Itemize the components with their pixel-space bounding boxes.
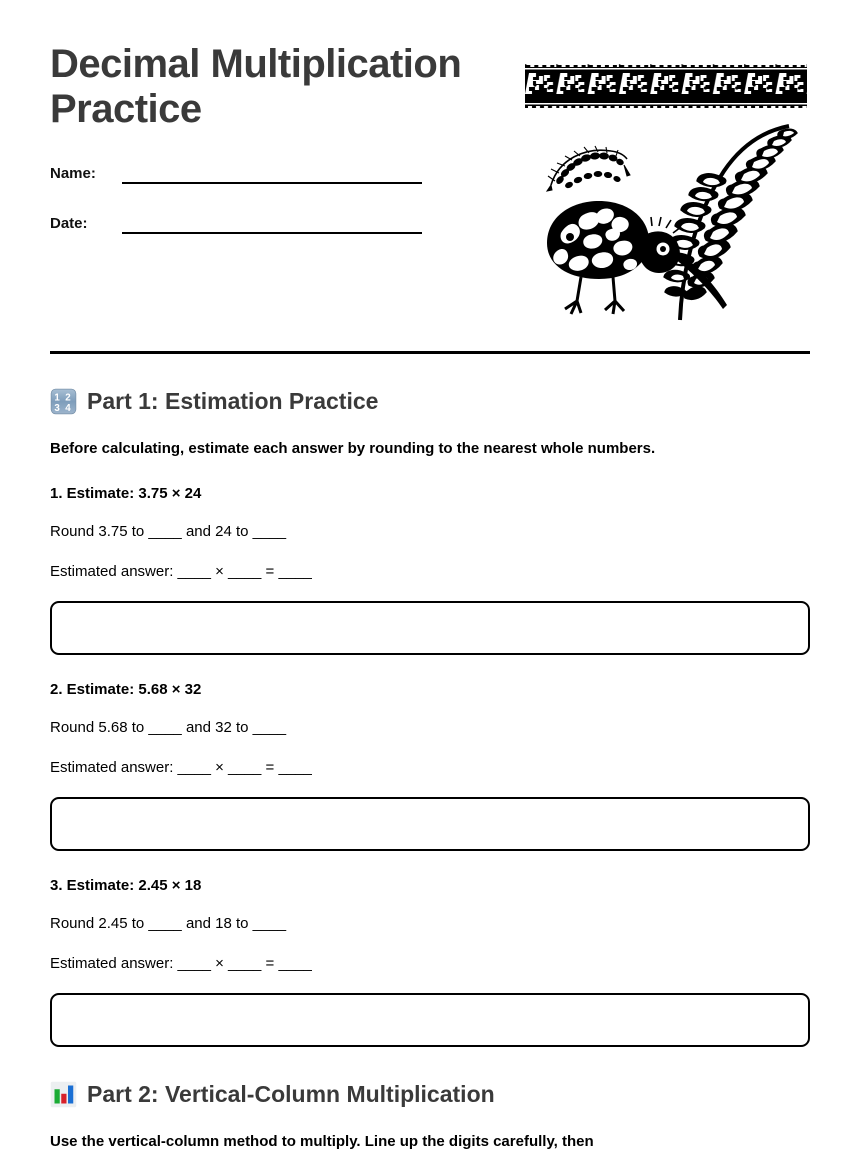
header-left-column bbox=[50, 42, 490, 258]
problem-estimate-line: Estimated answer: ____ × ____ = ____ bbox=[50, 954, 312, 972]
problem-round-line: Round 2.45 to ____ and 18 to ____ bbox=[50, 915, 287, 933]
page-title: Decimal Multiplication Practice bbox=[50, 42, 462, 131]
bar-chart-icon bbox=[50, 1081, 77, 1108]
answer-box[interactable] bbox=[50, 601, 810, 655]
problem-1 bbox=[50, 485, 810, 655]
fern-frond-small-icon bbox=[547, 146, 630, 191]
silver-fern-frond-icon bbox=[664, 126, 797, 320]
name-field-label: Name: bbox=[50, 164, 96, 182]
problem-title: 1. Estimate: 3.75 × 24 bbox=[50, 485, 202, 503]
part1-title: Part 1: Estimation Practice bbox=[87, 387, 379, 414]
problem-round-line: Round 3.75 to ____ and 24 to ____ bbox=[50, 523, 287, 541]
problem-estimate-line: Estimated answer: ____ × ____ = ____ bbox=[50, 562, 312, 580]
svg-text:4: 4 bbox=[65, 402, 71, 414]
part1-heading bbox=[50, 388, 810, 415]
answer-box[interactable] bbox=[50, 797, 810, 851]
part2-intro: Use the vertical-column method to multiply. Line up the digits carefully, then bbox=[50, 1133, 594, 1151]
kiwi-and-fern-illustration bbox=[525, 123, 807, 323]
problem-title: 3. Estimate: 2.45 × 18 bbox=[50, 877, 202, 895]
part2-title: Part 2: Vertical-Column Multiplication bbox=[87, 1081, 495, 1108]
answer-box[interactable] bbox=[50, 993, 810, 1047]
problem-2 bbox=[50, 681, 810, 851]
name-input-line[interactable] bbox=[122, 164, 422, 184]
header-divider bbox=[50, 351, 810, 354]
problem-title: 2. Estimate: 5.68 × 32 bbox=[50, 681, 202, 699]
svg-text:1: 1 bbox=[54, 392, 60, 404]
part2-heading bbox=[50, 1081, 810, 1108]
decorative-artwork bbox=[525, 42, 810, 323]
problem-3 bbox=[50, 877, 810, 1047]
problem-round-line: Round 5.68 to ____ and 32 to ____ bbox=[50, 719, 287, 737]
svg-text:3: 3 bbox=[54, 402, 60, 414]
date-field-label: Date: bbox=[50, 214, 88, 232]
worksheet-header bbox=[50, 0, 810, 323]
input-numbers-icon bbox=[50, 388, 77, 415]
svg-text:2: 2 bbox=[65, 392, 71, 404]
name-field-row bbox=[50, 158, 490, 184]
maori-pattern-band-icon bbox=[525, 64, 807, 111]
part1-intro: Before calculating, estimate each answer by rounding to the nearest whole numbers. bbox=[50, 440, 656, 457]
date-field-row bbox=[50, 208, 490, 234]
problem-estimate-line: Estimated answer: ____ × ____ = ____ bbox=[50, 758, 312, 776]
date-input-line[interactable] bbox=[122, 214, 422, 234]
